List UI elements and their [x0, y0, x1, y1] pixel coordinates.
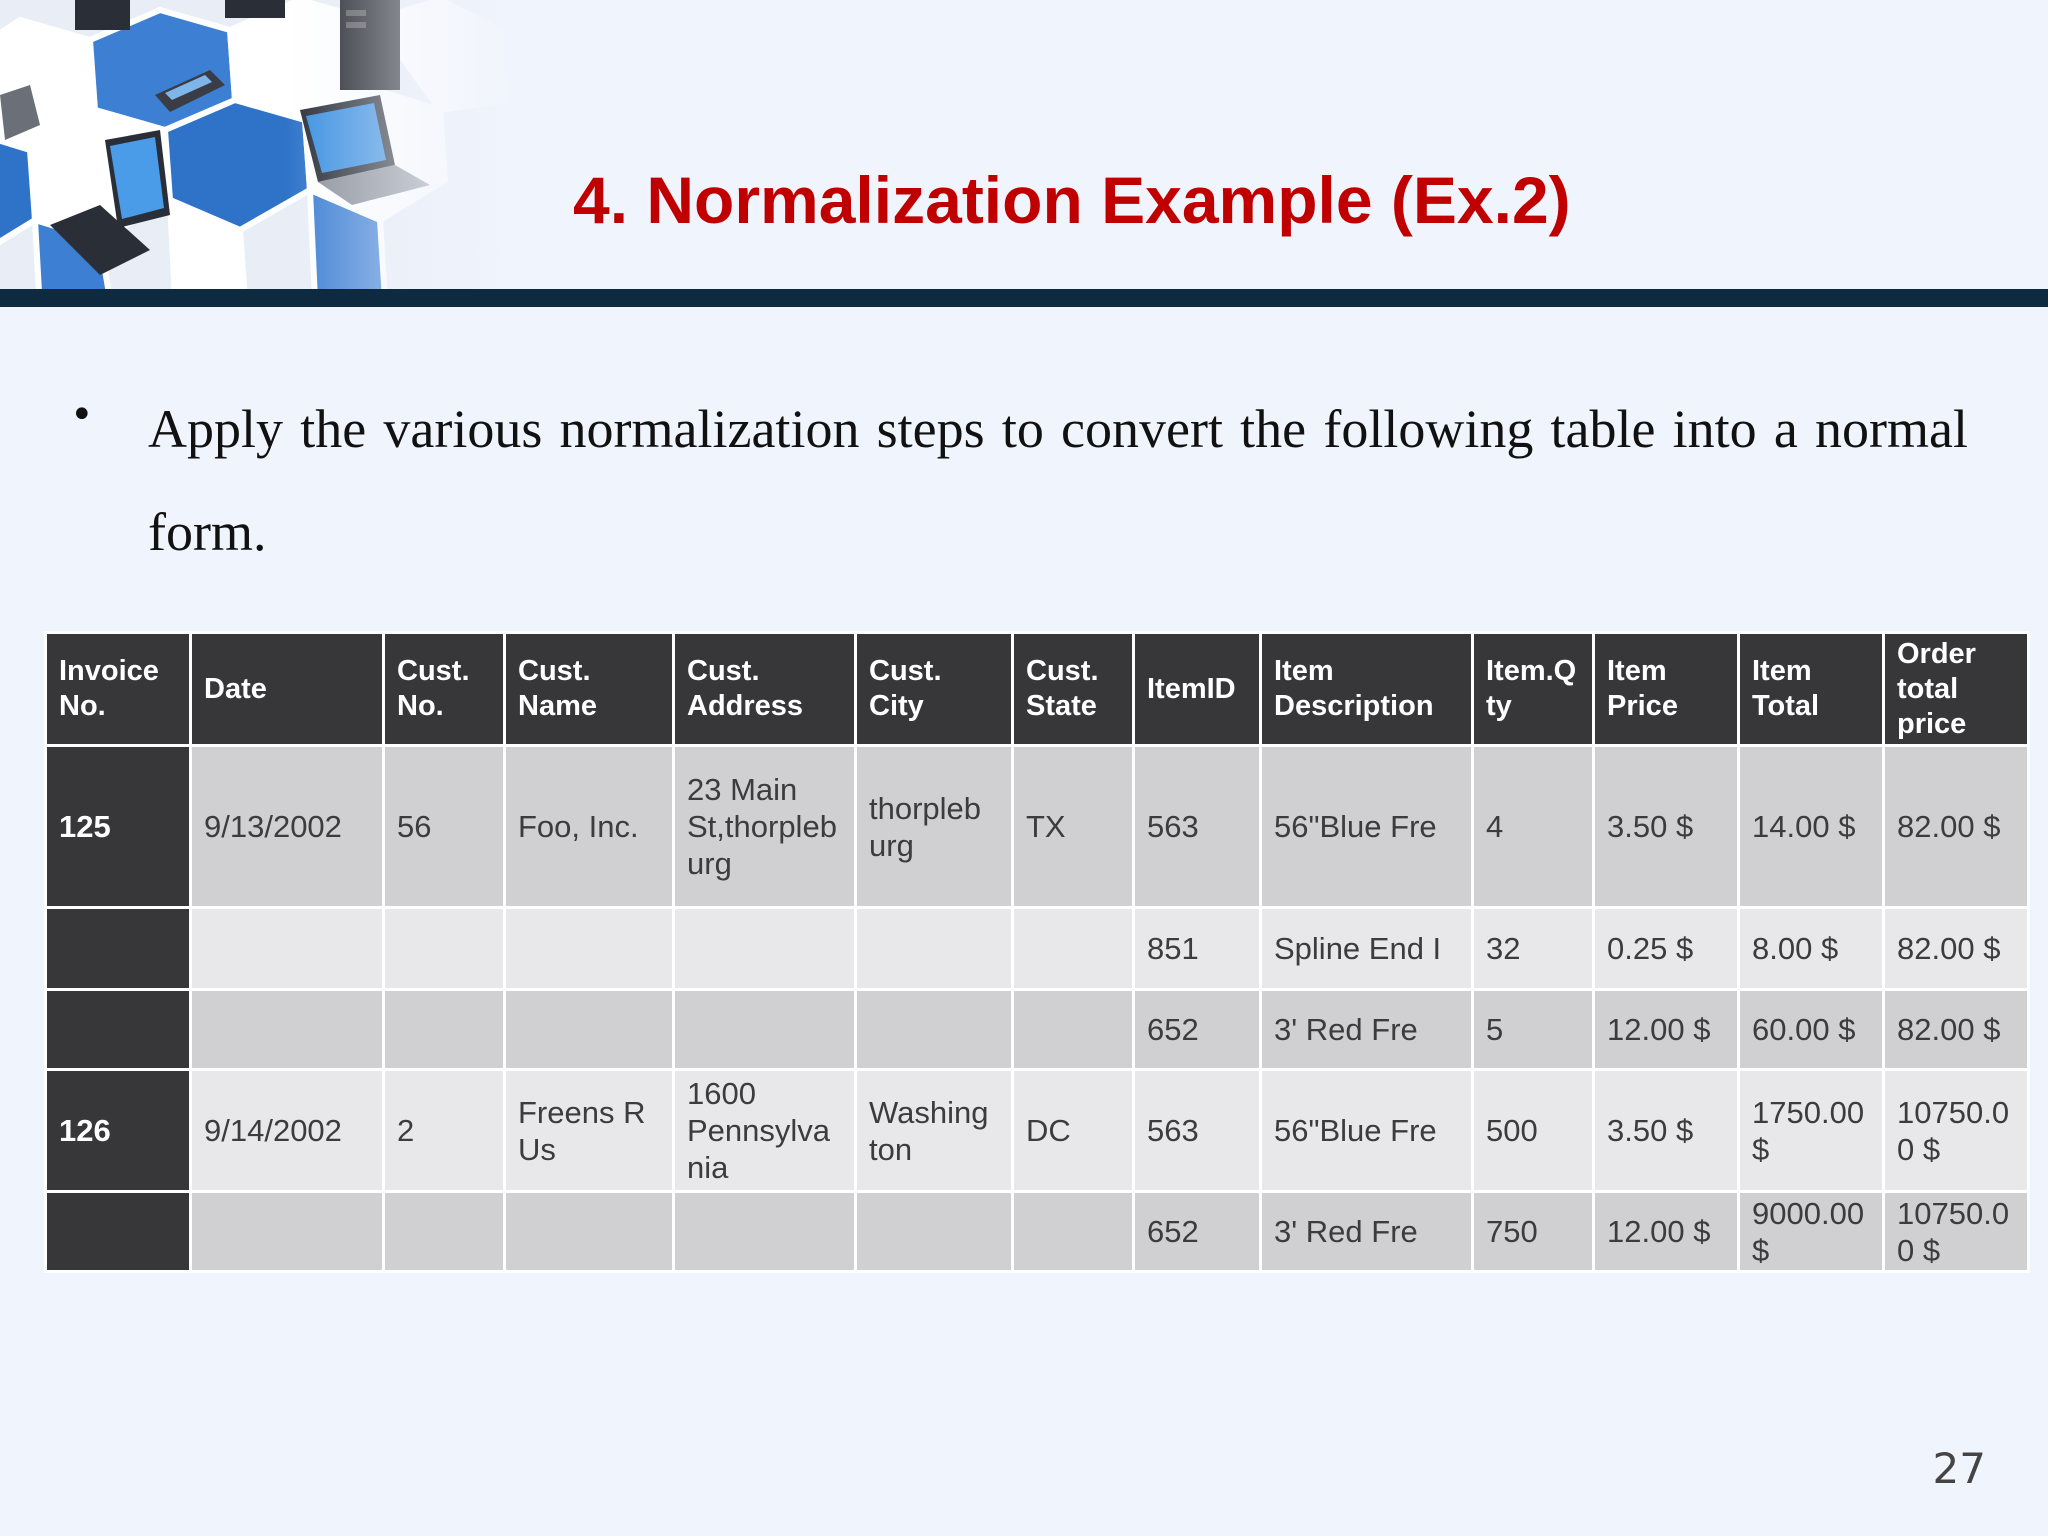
column-header: Cust. State [1013, 633, 1134, 746]
table-cell: 9/14/2002 [191, 1070, 384, 1192]
table-cell: Freens R Us [505, 1070, 674, 1192]
invoice-table [44, 631, 2030, 1273]
column-header: Cust. No. [384, 633, 505, 746]
table-cell [191, 1192, 384, 1272]
table-cell: 12.00 $ [1594, 1192, 1739, 1272]
table-cell: 10750.0 0 $ [1884, 1070, 2029, 1192]
table-cell: 1750.00 $ [1739, 1070, 1884, 1192]
table-cell [674, 990, 856, 1070]
table-cell: 3.50 $ [1594, 1070, 1739, 1192]
table-cell: 56 [384, 746, 505, 908]
table-cell: 563 [1134, 746, 1261, 908]
table-cell: Foo, Inc. [505, 746, 674, 908]
table-cell [856, 908, 1013, 990]
table-cell: 9000.00 $ [1739, 1192, 1884, 1272]
table-cell: 82.00 $ [1884, 908, 2029, 990]
table-cell: thorpleb urg [856, 746, 1013, 908]
table-cell: TX [1013, 746, 1134, 908]
page-number: 27 [1932, 1444, 1986, 1493]
table-cell: 125 [46, 746, 191, 908]
table-cell: 0.25 $ [1594, 908, 1739, 990]
header-graphic [0, 0, 520, 292]
table-cell [191, 908, 384, 990]
table-cell: 5 [1473, 990, 1594, 1070]
column-header: Order total price [1884, 633, 2029, 746]
table-cell: Spline End I [1261, 908, 1473, 990]
table-cell: 500 [1473, 1070, 1594, 1192]
table-cell [384, 990, 505, 1070]
table-cell: 82.00 $ [1884, 746, 2029, 908]
table-row [46, 908, 2029, 990]
bullet-text: Apply the various normalization steps to convert the following table into a normal form. [148, 399, 1968, 562]
table-cell: 56"Blue Fre [1261, 1070, 1473, 1192]
table-header-row [46, 633, 2029, 746]
table-cell: 3' Red Fre [1261, 990, 1473, 1070]
table-cell [505, 908, 674, 990]
table-cell: 12.00 $ [1594, 990, 1739, 1070]
table-cell: 14.00 $ [1739, 746, 1884, 908]
network-devices-illustration [0, 0, 520, 292]
table-row [46, 746, 2029, 908]
table-cell: 60.00 $ [1739, 990, 1884, 1070]
table-cell: 82.00 $ [1884, 990, 2029, 1070]
table-cell [505, 1192, 674, 1272]
table-row [46, 1192, 2029, 1272]
table-cell [384, 908, 505, 990]
table-cell [1013, 908, 1134, 990]
column-header: Cust. Address [674, 633, 856, 746]
table-cell [46, 1192, 191, 1272]
table-cell: 750 [1473, 1192, 1594, 1272]
table-cell [191, 990, 384, 1070]
table-cell: 56"Blue Fre [1261, 746, 1473, 908]
table-cell: 8.00 $ [1739, 908, 1884, 990]
slide-title: 4. Normalization Example (Ex.2) [573, 163, 1571, 237]
column-header: Invoice No. [46, 633, 191, 746]
table-cell: 652 [1134, 990, 1261, 1070]
table-cell [384, 1192, 505, 1272]
column-header: Item Description [1261, 633, 1473, 746]
column-header: Item Total [1739, 633, 1884, 746]
table-cell: 9/13/2002 [191, 746, 384, 908]
table-row [46, 1070, 2029, 1192]
table-cell [1013, 1192, 1134, 1272]
column-header: Item Price [1594, 633, 1739, 746]
table-cell: 563 [1134, 1070, 1261, 1192]
table-cell [46, 908, 191, 990]
table-cell [1013, 990, 1134, 1070]
table-cell [674, 1192, 856, 1272]
table-cell [674, 908, 856, 990]
column-header: ItemID [1134, 633, 1261, 746]
title-rule-bar [0, 289, 2048, 307]
table-cell [46, 990, 191, 1070]
table-row [46, 990, 2029, 1070]
table-cell: 851 [1134, 908, 1261, 990]
table-cell [505, 990, 674, 1070]
table-cell: Washing ton [856, 1070, 1013, 1192]
column-header: Item.Q ty [1473, 633, 1594, 746]
table-cell: 126 [46, 1070, 191, 1192]
table-cell: DC [1013, 1070, 1134, 1192]
table-cell: 2 [384, 1070, 505, 1192]
table-cell: 32 [1473, 908, 1594, 990]
table-cell: 4 [1473, 746, 1594, 908]
table-cell: 1600 Pennsylva nia [674, 1070, 856, 1192]
table-cell: 3.50 $ [1594, 746, 1739, 908]
table-cell [856, 990, 1013, 1070]
column-header: Date [191, 633, 384, 746]
table-cell: 23 Main St,thorpleb urg [674, 746, 856, 908]
column-header: Cust. City [856, 633, 1013, 746]
column-header: Cust. Name [505, 633, 674, 746]
table-cell [856, 1192, 1013, 1272]
table-cell: 652 [1134, 1192, 1261, 1272]
table-cell: 10750.0 0 $ [1884, 1192, 2029, 1272]
table-cell: 3' Red Fre [1261, 1192, 1473, 1272]
bullet-icon: • [70, 392, 94, 438]
